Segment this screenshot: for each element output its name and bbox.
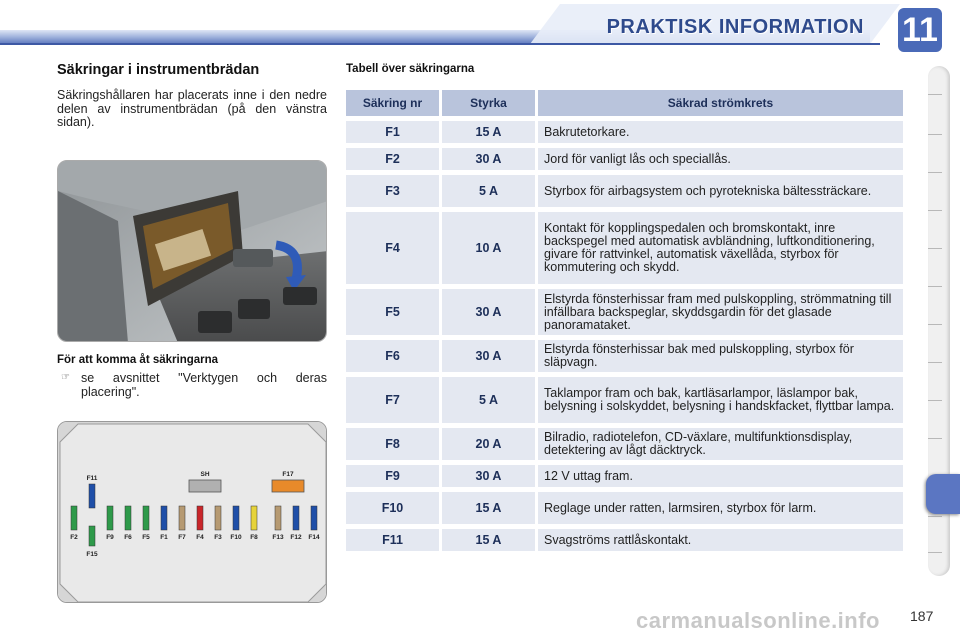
tab-divider <box>928 248 942 249</box>
chapter-number-badge: 11 <box>898 8 942 52</box>
fuse-rating-cell: 30 A <box>442 465 535 487</box>
fuse-label: F1 <box>160 534 168 541</box>
fuse-label: F14 <box>308 534 320 541</box>
fuse-label: F12 <box>290 534 302 541</box>
fuse-number-cell: F8 <box>346 428 439 460</box>
maxi-fuse-element <box>272 480 304 492</box>
table-header-row <box>346 90 903 116</box>
table-row <box>346 340 903 372</box>
header-title: PRAKTISK INFORMATION <box>606 16 864 38</box>
fuse-table <box>343 85 906 556</box>
tab-divider <box>928 210 942 211</box>
protected-circuit-cell: Reglage under ratten, larmsiren, styrbox för larm. <box>538 492 903 524</box>
fuse-label: F2 <box>70 534 78 541</box>
table-row <box>346 428 903 460</box>
fuse-element <box>233 506 239 530</box>
fuse-element <box>251 506 257 530</box>
table-row <box>346 492 903 524</box>
fuse-number-cell: F7 <box>346 377 439 423</box>
tab-divider <box>928 362 942 363</box>
fuse-rating-cell: 30 A <box>442 340 535 372</box>
fuse-element <box>179 506 185 530</box>
protected-circuit-cell: Svagströms rattlåskontakt. <box>538 529 903 551</box>
page-header <box>0 0 960 52</box>
fuse-element <box>161 506 167 530</box>
tab-divider <box>928 324 942 325</box>
column-header-circuit: Säkrad strömkrets <box>538 90 903 116</box>
page-number: 187 <box>910 608 934 624</box>
fuse-element <box>197 506 203 530</box>
protected-circuit-cell: Bilradio, radiotelefon, CD-växlare, multifunktionsdisplay, detektering av lågt däcktryck. <box>538 428 903 460</box>
fuse-label: F10 <box>230 534 242 541</box>
fuse-number-cell: F9 <box>346 465 439 487</box>
pointing-hand-icon: ☞ <box>61 372 70 383</box>
table-row <box>346 465 903 487</box>
fuse-rating-cell: 15 A <box>442 529 535 551</box>
fuse-element <box>107 506 113 530</box>
fuse-label: F17 <box>282 471 294 478</box>
protected-circuit-cell: Bakrutetorkare. <box>538 121 903 143</box>
fuse-element <box>89 526 95 546</box>
fuse-label: F3 <box>214 534 222 541</box>
table-row <box>346 529 903 551</box>
fuse-label: F8 <box>250 534 258 541</box>
fuse-rating-cell: 15 A <box>442 492 535 524</box>
section-title: Säkringar i instrumentbrädan <box>57 62 260 78</box>
protected-circuit-cell: Jord för vanligt lås och speciallås. <box>538 148 903 170</box>
fuse-element <box>293 506 299 530</box>
fuse-rating-cell: 5 A <box>442 377 535 423</box>
fuse-label: F15 <box>86 551 98 558</box>
table-row <box>346 121 903 143</box>
table-row <box>346 289 903 335</box>
fuse-label: F7 <box>178 534 186 541</box>
tab-divider <box>928 94 942 95</box>
fuse-element <box>311 506 317 530</box>
table-title: Tabell över säkringarna <box>346 63 475 75</box>
fuse-label: F9 <box>106 534 114 541</box>
access-instruction: se avsnittet "Verktygen och deras placering". <box>81 371 327 399</box>
fuse-number-cell: F10 <box>346 492 439 524</box>
fuse-rating-cell: 30 A <box>442 148 535 170</box>
fuse-rating-cell: 10 A <box>442 212 535 284</box>
protected-circuit-cell: Taklampor fram och bak, kartläsarlampor, läslampor bak, belysning i solskyddet, belysning i handskfacket, flyttbar lampa. <box>538 377 903 423</box>
fuse-label: F11 <box>86 475 98 482</box>
fuse-number-cell: F4 <box>346 212 439 284</box>
fuse-label: SH <box>200 471 210 478</box>
protected-circuit-cell: Styrbox för airbagsystem och pyrotekniska bältessträckare. <box>538 175 903 207</box>
fuse-label: F4 <box>196 534 204 541</box>
fuse-number-cell: F3 <box>346 175 439 207</box>
tab-divider <box>928 438 942 439</box>
table-row <box>346 212 903 284</box>
fuse-element <box>215 506 221 530</box>
fuse-element <box>125 506 131 530</box>
fuse-rating-cell: 15 A <box>442 121 535 143</box>
tab-divider <box>928 134 942 135</box>
fuse-label: F13 <box>272 534 284 541</box>
fuse-element <box>71 506 77 530</box>
fuse-rating-cell: 20 A <box>442 428 535 460</box>
fuse-number-cell: F2 <box>346 148 439 170</box>
active-chapter-tab[interactable] <box>926 474 960 514</box>
watermark: carmanualsonline.info <box>636 608 880 633</box>
intro-paragraph: Säkringshållaren har placerats inne i den nedre delen av instrumentbrädan (på den vänstra sidan). <box>57 88 327 129</box>
table-row <box>346 377 903 423</box>
shunt-element <box>189 480 221 492</box>
access-heading: För att komma åt säkringarna <box>57 354 219 366</box>
fuse-element <box>275 506 281 530</box>
table-row <box>346 148 903 170</box>
table-row <box>346 175 903 207</box>
protected-circuit-cell: Kontakt för kopplingspedalen och bromskontakt, inre backspegel med automatisk avbländning, luftkonditionering, givare för rattvinkel, automatisk växellåda, styrbox för kommutering och skydd. <box>538 212 903 284</box>
tab-divider <box>928 552 942 553</box>
fuse-number-cell: F6 <box>346 340 439 372</box>
fuse-element <box>143 506 149 530</box>
protected-circuit-cell: Elstyrda fönsterhissar fram med pulskoppling, strömmatning till infällbara backspeglar, skyddsgardin för det glasade panoramataket. <box>538 289 903 335</box>
fuse-number-cell: F1 <box>346 121 439 143</box>
fuse-number-cell: F11 <box>346 529 439 551</box>
dashboard-fuse-location-photo <box>57 160 327 342</box>
fuse-rating-cell: 30 A <box>442 289 535 335</box>
tab-divider <box>928 516 942 517</box>
column-header-rating: Styrka <box>442 90 535 116</box>
tab-divider <box>928 400 942 401</box>
fuse-element <box>89 484 95 508</box>
fuse-rating-cell: 5 A <box>442 175 535 207</box>
fuse-box-diagram <box>57 421 327 603</box>
fuse-number-cell: F5 <box>346 289 439 335</box>
tab-divider <box>928 172 942 173</box>
fuse-label: F5 <box>142 534 150 541</box>
fuse-label: F6 <box>124 534 132 541</box>
tab-divider <box>928 286 942 287</box>
protected-circuit-cell: 12 V uttag fram. <box>538 465 903 487</box>
column-header-fuse-number: Säkring nr <box>346 90 439 116</box>
protected-circuit-cell: Elstyrda fönsterhissar bak med pulskoppling, styrbox för släpvagn. <box>538 340 903 372</box>
